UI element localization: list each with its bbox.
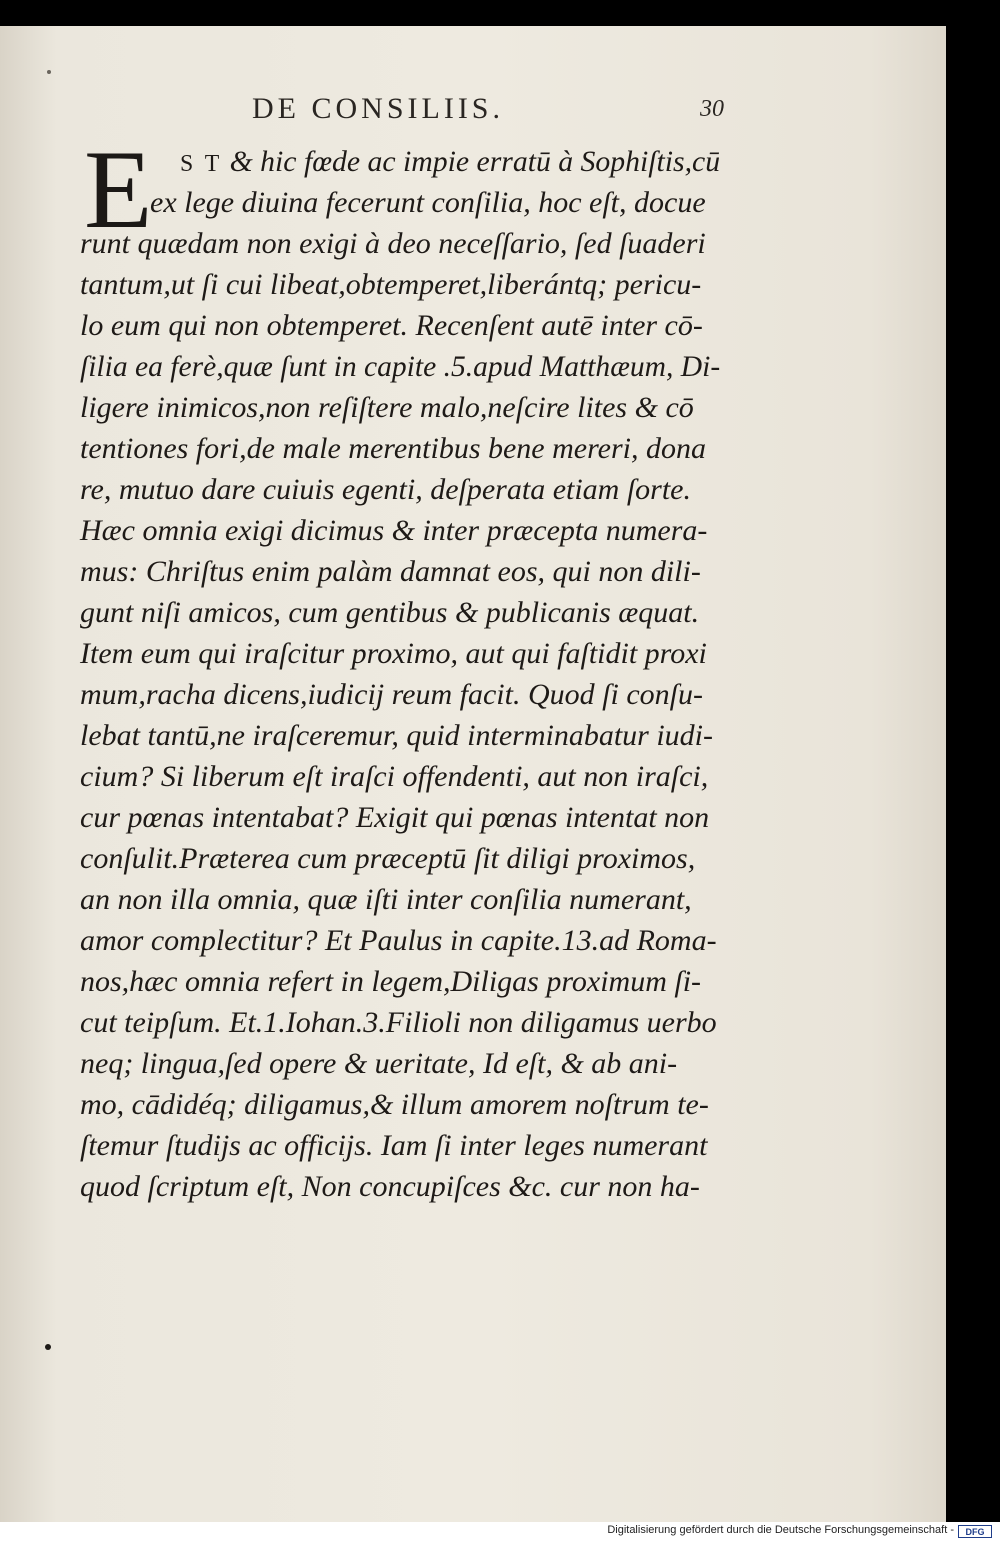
text-line: mo, cādidéq; diligamus,& illum amorem noſtrum te- [80, 1088, 709, 1121]
first-word-caps: S T [180, 151, 223, 177]
text-line: tantum,ut ſi cui libeat,obtemperet,liberántq; pericu- [80, 268, 702, 301]
text-line: amor complectitur? Et Paulus in capite.13.ad Roma- [80, 924, 717, 957]
text-line: lebat tantū,ne iraſceremur, quid interminabatur iudi- [80, 719, 714, 752]
book-page [0, 26, 946, 1522]
running-head: DE CONSILIIS. [252, 92, 504, 125]
first-line-text: & hic fœde ac impie erratū à Sophiſtis,cū [229, 145, 721, 178]
text-line: nos,hæc omnia refert in legem,Diligas proximum ſi- [80, 965, 702, 998]
text-line: ſtemur ſtudijs ac officijs. Iam ſi inter leges numerant [80, 1129, 708, 1162]
text-line: cium? Si liberum eſt iraſci offendenti, aut non iraſci, [80, 760, 709, 793]
text-line: mus: Chriſtus enim palàm damnat eos, qui non dili- [80, 555, 701, 588]
text-line: tentiones fori,de male merentibus bene mereri, dona [80, 432, 706, 465]
text-line: ligere inimicos,non reſiſtere malo,neſcire lites & cō [80, 391, 694, 424]
digitization-footer [0, 1522, 1000, 1542]
text-line: ſilia ea ferè,quæ ſunt in capite .5.apud Matthæum, Di- [80, 350, 721, 383]
text-line: ex lege diuina fecerunt conſilia, hoc eſt, docue [150, 186, 706, 219]
text-line: gunt niſi amicos, cum gentibus & publicanis æquat. [80, 596, 700, 629]
text-line: neq; lingua,ſed opere & ueritate, Id eſt, & ab ani- [80, 1047, 678, 1080]
text-line: lo eum qui non obtemperet. Recenſent autē inter cō- [80, 309, 703, 342]
text-line: Hæc omnia exigi dicimus & inter præcepta numera- [80, 514, 708, 547]
text-line: cut teipſum. Et.1.Iohan.3.Filioli non diligamus uerbo [80, 1006, 717, 1039]
text-line: mum,racha dicens,iudicij reum facit. Quod ſi conſu- [80, 678, 703, 711]
body-text [0, 26, 946, 1266]
drop-cap-initial: E [84, 128, 153, 252]
funding-credit: Digitalisierung gefördert durch die Deutsche Forschungsgemeinschaft - [607, 1524, 954, 1536]
page-number: 30 [700, 96, 724, 122]
text-line: conſulit.Præterea cum præceptū ſit diligi proximos, [80, 842, 696, 875]
text-line: re, mutuo dare cuiuis egenti, deſperata etiam ſorte. [80, 473, 692, 506]
text-line: cur pœnas intentabat? Exigit qui pœnas intentat non [80, 801, 710, 834]
text-line: quod ſcriptum eſt, Non concupiſces &c. cur non ha- [80, 1170, 700, 1203]
text-line: an non illa omnia, quæ iſti inter conſilia numerant, [80, 883, 692, 916]
text-line: Item eum qui iraſcitur proximo, aut qui faſtidit proxi [80, 637, 707, 670]
dfg-logo: DFG [958, 1525, 992, 1538]
text-line [180, 142, 720, 184]
page-speck [45, 1344, 51, 1350]
text-line: runt quædam non exigi à deo neceſſario, ſed ſuaderi [80, 227, 706, 260]
